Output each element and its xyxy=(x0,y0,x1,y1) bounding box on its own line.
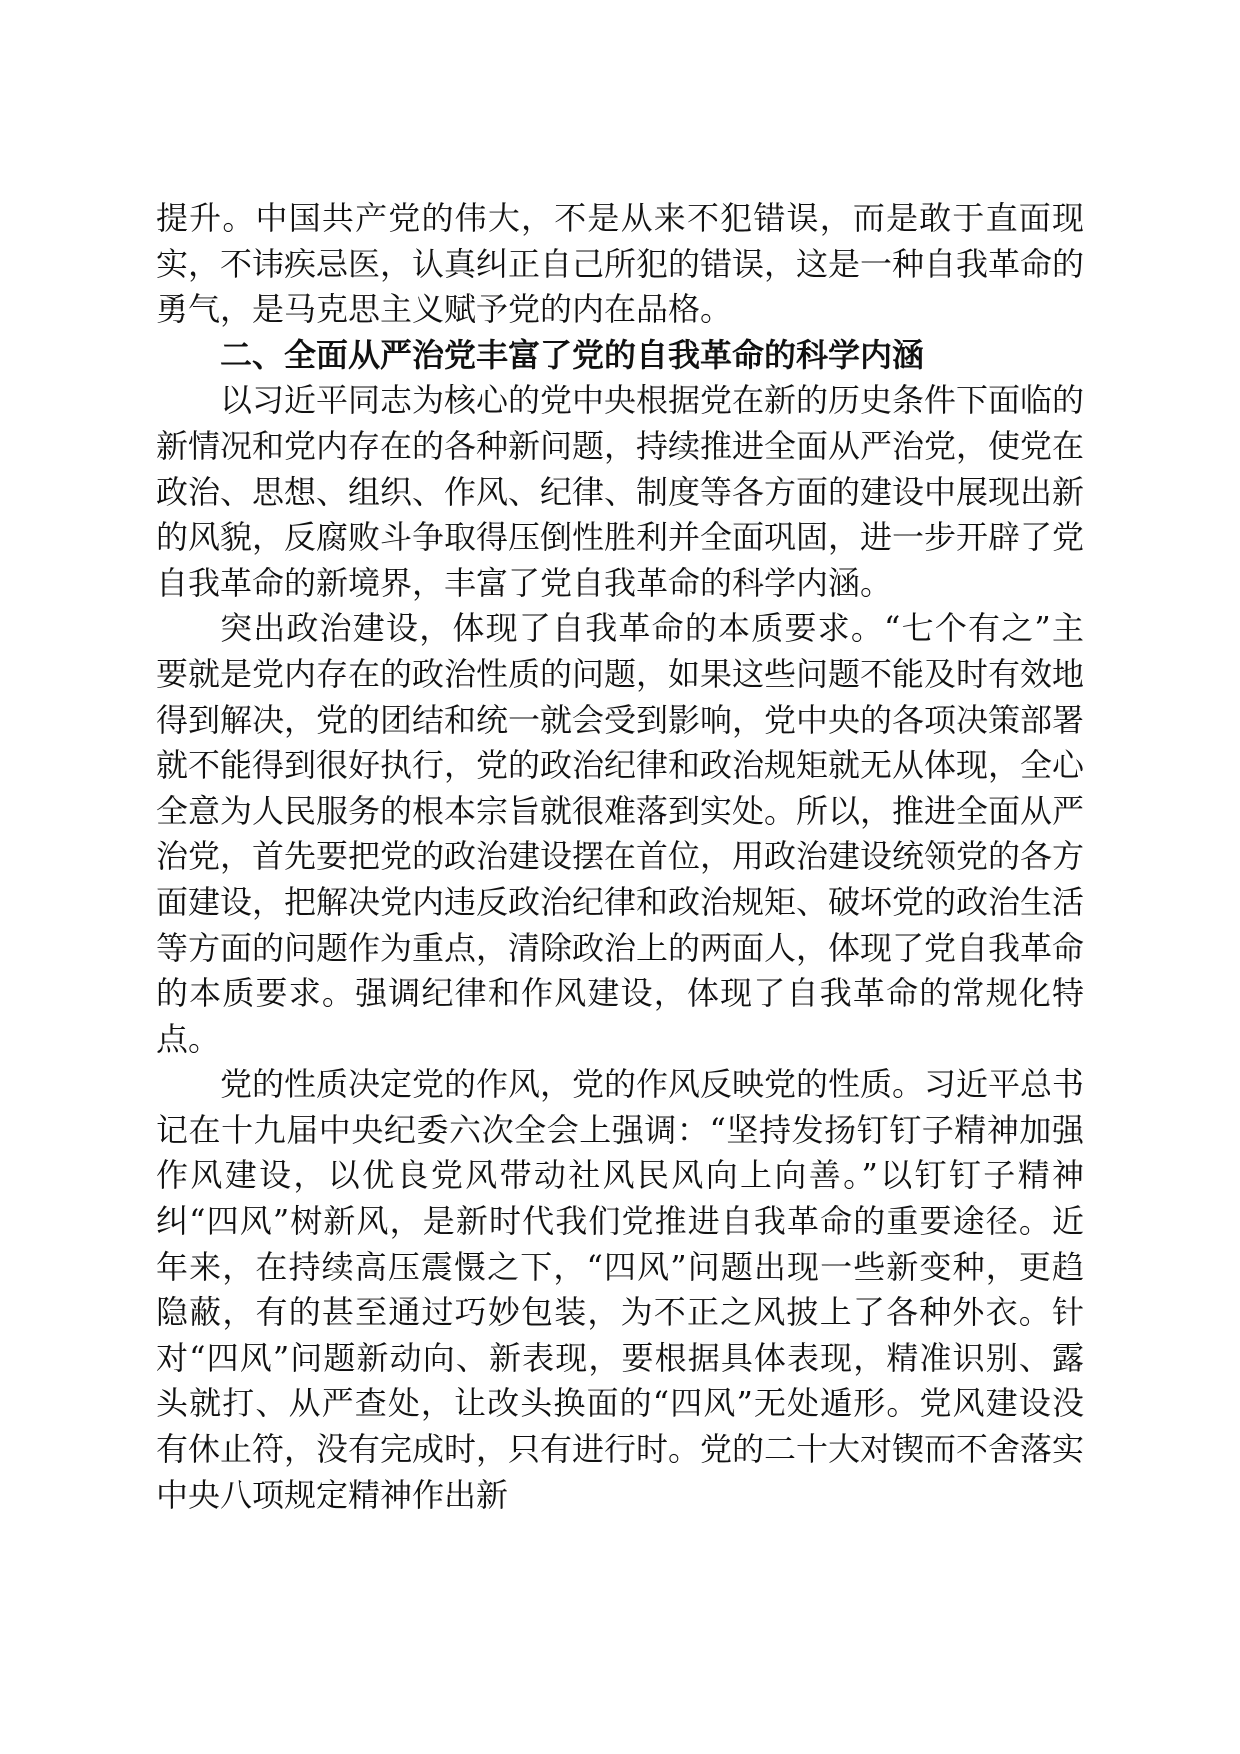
section-heading: 二、全面从严治党丰富了党的自我革命的科学内涵 xyxy=(220,335,925,374)
paragraph-political-construction: 突出政治建设，体现了自我革命的本质要求。“七个有之”主要就是党内存在的政治性质的问题，如果这些问题不能及时有效地得到解决，党的团结和统一就会受到影响，党中央的各项决策部署就不能得到很好执行，党的政治纪律和政治规矩就无从体现，全心全意为人民服务的根本宗旨就很难落到实处。所以，推进全面从严治党，首先要把党的政治建设摆在首位，用政治建设统领党的各方面建设，把解决党内违反政治纪律和政治规矩、破坏党的政治生活等方面的问题作为重点，清除政治上的两面人，体现了党自我革命的本质要求。强调纪律和作风建设，体现了自我革命的常规化特点。 xyxy=(156,609,1085,1058)
paragraph-continuation: 提升。中国共产党的伟大，不是从来不犯错误，而是敢于直面现实，不讳疾忌医，认真纠正自己所犯的错误，这是一种自我革命的勇气，是马克思主义赋予党的内在品格。 xyxy=(156,199,1085,329)
paragraph-intro: 以习近平同志为核心的党中央根据党在新的历史条件下面临的新情况和党内存在的各种新问题，持续推进全面从严治党，使党在政治、思想、组织、作风、纪律、制度等各方面的建设中展现出新的风貌，反腐败斗争取得压倒性胜利并全面巩固，进一步开辟了党自我革命的新境界，丰富了党自我革命的科学内涵。 xyxy=(156,381,1085,602)
document-body xyxy=(156,196,1084,1518)
paragraph-party-style: 党的性质决定党的作风，党的作风反映党的性质。习近平总书记在十九届中央纪委六次全会上强调：“坚持发扬钉钉子精神加强作风建设，以优良党风带动社风民风向上向善。”以钉钉子精神纠“四风”树新风，是新时代我们党推进自我革命的重要途径。近年来，在持续高压震慑之下，“四风”问题出现一些新变种，更趋隐蔽，有的甚至通过巧妙包装，为不正之风披上了各种外衣。针对“四风”问题新动向、新表现，要根据具体表现，精准识别、露头就打、从严查处，让改头换面的“四风”无处遁形。党风建设没有休止符，没有完成时，只有进行时。党的二十大对锲而不舍落实中央八项规定精神作出新 xyxy=(156,1065,1085,1514)
